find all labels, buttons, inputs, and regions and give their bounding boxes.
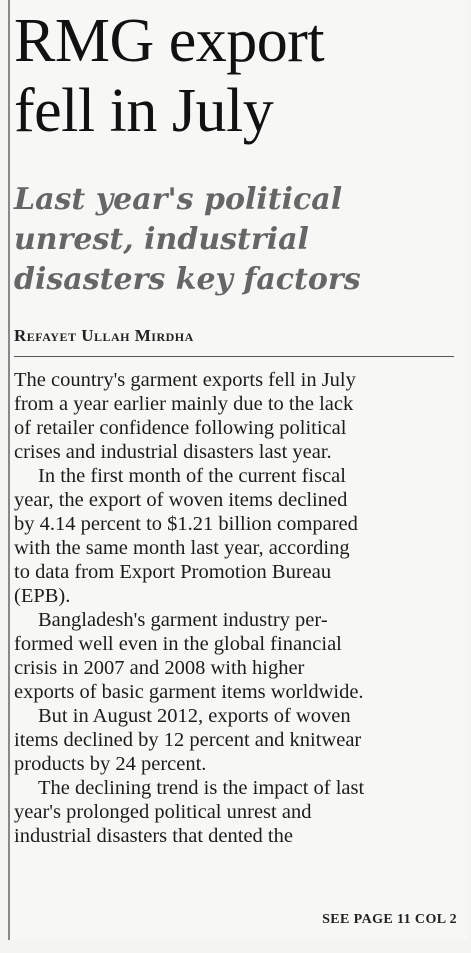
body-line: formed well even in the global financial (14, 633, 342, 655)
subheadline (14, 180, 454, 300)
byline: Refayet Ullah Mirdha (14, 326, 194, 345)
body-line: industrial disasters that dented the (14, 825, 293, 847)
subhead-line-3: disasters key factors (14, 262, 361, 297)
subhead-line-2: unrest, industrial (14, 222, 309, 257)
subhead-line-1: Last year's political (14, 182, 343, 217)
continuation-note: SEE PAGE 11 COL 2 (322, 912, 457, 927)
headline (14, 6, 454, 146)
body-line: crisis in 2007 and 2008 with higher (14, 657, 305, 679)
body-line: products by 24 percent. (14, 753, 207, 775)
body-line: items declined by 12 percent and knitwear (14, 729, 362, 751)
headline-line-2: fell in July (14, 77, 274, 145)
headline-line-1: RMG export (14, 7, 325, 75)
body-line: from a year earlier mainly due to the lack (14, 393, 354, 415)
body-line: In the first month of the current fiscal (38, 465, 346, 487)
article-body (14, 368, 456, 848)
body-line: year, the export of woven items declined (14, 489, 348, 511)
body-line: But in August 2012, exports of woven (38, 705, 351, 727)
body-line: of retailer confidence following political (14, 417, 347, 439)
divider (14, 356, 454, 357)
body-line: by 4.14 percent to $1.21 billion compared (14, 513, 358, 535)
body-line: with the same month last year, according (14, 537, 350, 559)
body-line: exports of basic garment items worldwide. (14, 681, 364, 703)
body-line: crises and industrial disasters last year. (14, 441, 332, 463)
body-line: The declining trend is the impact of last (38, 777, 365, 799)
body-line: Bangladesh's garment industry per- (38, 609, 328, 631)
body-line: (EPB). (14, 585, 71, 607)
body-line: to data from Export Promotion Bureau (14, 561, 332, 583)
body-line: The country's garment exports fell in July (14, 369, 356, 391)
body-line: year's prolonged political unrest and (14, 801, 312, 823)
